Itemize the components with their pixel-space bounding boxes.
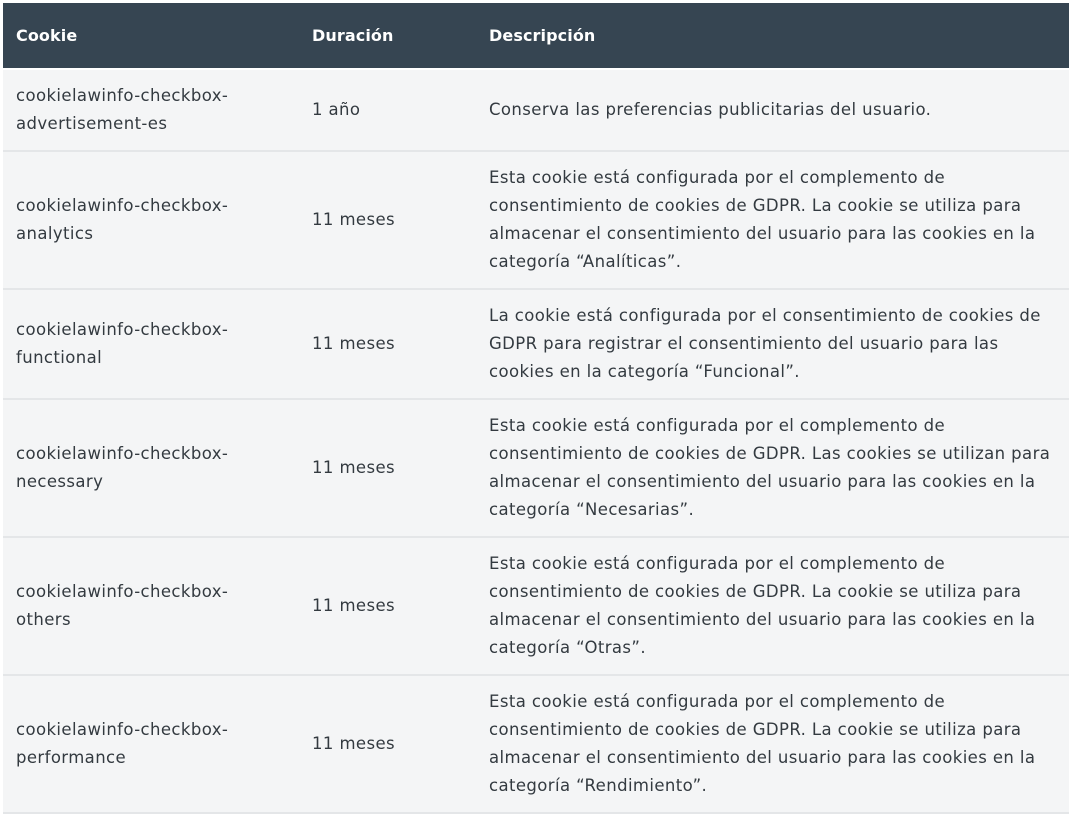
cookie-name-cell [3,151,299,289]
duration-cell: 11 meses [312,458,396,477]
cookie-name-cell [3,399,299,537]
header-row [3,3,1069,69]
cookie-name-part: cookielawinfo-checkbox- [16,582,229,601]
cookie-name-part: cookielawinfo-checkbox- [16,320,229,339]
cookie-name-cell [3,537,299,675]
cookie-name-part: cookielawinfo-checkbox- [16,444,229,463]
header-description: Descripción [489,26,596,45]
duration-cell: 1 año [312,100,361,119]
table-row [3,151,1069,289]
duration-cell: 11 meses [312,334,396,353]
cookie-name-part: performance [16,748,127,767]
duration-cell: 11 meses [312,596,396,615]
table-row [3,537,1069,675]
description-cell: La cookie está configurada por el consentimiento de cookies de GDPR para registrar el consentimiento del usuario para las cookies en la categoría “Funcional”. [489,306,1041,381]
table-row [3,69,1069,151]
cookie-name-part: advertisement-es [16,114,168,133]
cookie-name-part: cookielawinfo-checkbox- [16,720,229,739]
table-header [3,3,1069,69]
cookie-name-part: cookielawinfo-checkbox- [16,196,229,215]
cookie-table [3,3,1069,814]
description-cell: Esta cookie está configurada por el complemento de consentimiento de cookies de GDPR. La cookie se utiliza para almacenar el consentimiento del usuario para las cookies en la categoría “Otras”. [489,554,1036,657]
table-row [3,289,1069,399]
description-cell: Conserva las preferencias publicitarias del usuario. [489,100,932,119]
duration-cell: 11 meses [312,734,396,753]
cookie-name-cell [3,69,299,151]
table-body [3,69,1069,813]
description-cell: Esta cookie está configurada por el complemento de consentimiento de cookies de GDPR. La cookie se utiliza para almacenar el consentimiento del usuario para las cookies en la categoría “Rendimiento”. [489,692,1036,795]
duration-cell: 11 meses [312,210,396,229]
cookie-name-cell [3,675,299,813]
description-cell: Esta cookie está configurada por el complemento de consentimiento de cookies de GDPR. La cookie se utiliza para almacenar el consentimiento del usuario para las cookies en la categoría “Analíticas”. [489,168,1036,271]
cookie-name-cell [3,289,299,399]
header-duration: Duración [312,26,394,45]
cookie-name-part: analytics [16,224,94,243]
table-row [3,675,1069,813]
cookie-table-container [3,3,1069,814]
cookie-name-part: others [16,610,71,629]
cookie-name-part: necessary [16,472,104,491]
cookie-name-part: cookielawinfo-checkbox- [16,86,229,105]
header-cookie: Cookie [16,26,78,45]
table-row [3,399,1069,537]
description-cell: Esta cookie está configurada por el complemento de consentimiento de cookies de GDPR. Las cookies se utilizan para almacenar el consentimiento del usuario para las cookies en la categoría “Necesarias”. [489,416,1051,519]
cookie-name-part: functional [16,348,103,367]
